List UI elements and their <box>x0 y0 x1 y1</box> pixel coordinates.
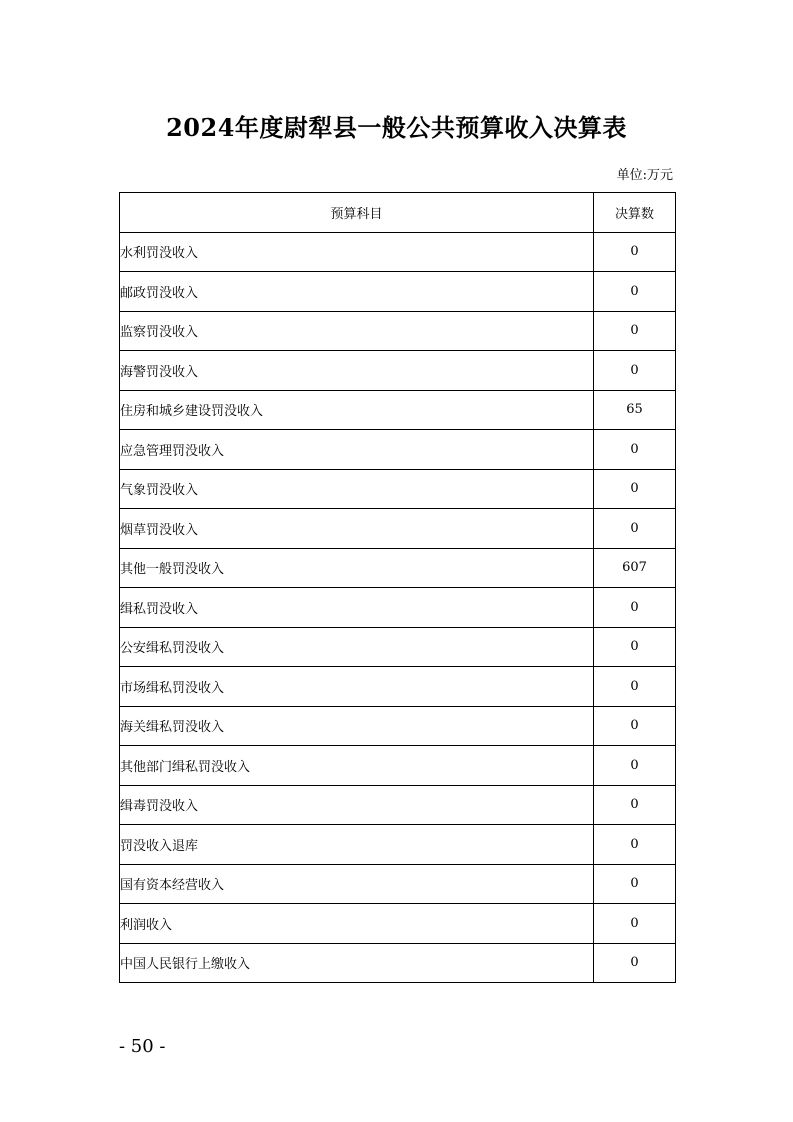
table-row <box>120 232 676 272</box>
table-row <box>120 667 676 707</box>
budget-item-value: 0 <box>594 469 676 509</box>
page-title: 2024年度尉犁县一般公共预算收入决算表 <box>166 113 627 142</box>
budget-item-name: 其他一般罚没收入 <box>120 548 594 588</box>
budget-item-name: 缉毒罚没收入 <box>120 785 594 825</box>
budget-item-name: 利润收入 <box>120 904 594 944</box>
header-final-amount: 决算数 <box>594 193 676 233</box>
budget-item-name: 监察罚没收入 <box>120 311 594 351</box>
budget-item-value: 0 <box>594 311 676 351</box>
budget-item-name: 海警罚没收入 <box>120 351 594 391</box>
table-row <box>120 311 676 351</box>
budget-item-name: 水利罚没收入 <box>120 232 594 272</box>
table-row <box>120 390 676 430</box>
table-row <box>120 746 676 786</box>
budget-item-name: 中国人民银行上缴收入 <box>120 943 594 983</box>
budget-item-name: 罚没收入退库 <box>120 825 594 865</box>
page-number: - 50 - <box>119 1036 166 1057</box>
header-budget-item: 预算科目 <box>120 193 594 233</box>
budget-item-value: 0 <box>594 430 676 470</box>
budget-item-name: 住房和城乡建设罚没收入 <box>120 390 594 430</box>
table-row <box>120 864 676 904</box>
budget-item-value: 0 <box>594 706 676 746</box>
table-row <box>120 785 676 825</box>
table-row <box>120 430 676 470</box>
budget-item-name: 其他部门缉私罚没收入 <box>120 746 594 786</box>
budget-item-value: 0 <box>594 904 676 944</box>
table-row <box>120 272 676 312</box>
budget-item-name: 邮政罚没收入 <box>120 272 594 312</box>
budget-item-name: 国有资本经营收入 <box>120 864 594 904</box>
budget-table <box>119 192 676 983</box>
table-row <box>120 509 676 549</box>
budget-item-name: 海关缉私罚没收入 <box>120 706 594 746</box>
unit-label: 单位:万元 <box>616 168 673 183</box>
table-row <box>120 943 676 983</box>
budget-item-value: 0 <box>594 272 676 312</box>
budget-item-value: 0 <box>594 746 676 786</box>
budget-item-name: 市场缉私罚没收入 <box>120 667 594 707</box>
table-row <box>120 351 676 391</box>
budget-item-name: 缉私罚没收入 <box>120 588 594 628</box>
table-body <box>120 232 676 983</box>
table-row <box>120 825 676 865</box>
budget-item-name: 应急管理罚没收入 <box>120 430 594 470</box>
budget-item-value: 0 <box>594 627 676 667</box>
table-row <box>120 706 676 746</box>
budget-item-value: 0 <box>594 785 676 825</box>
budget-item-name: 气象罚没收入 <box>120 469 594 509</box>
table-row <box>120 904 676 944</box>
table-row <box>120 588 676 628</box>
budget-item-name: 烟草罚没收入 <box>120 509 594 549</box>
budget-item-value: 0 <box>594 351 676 391</box>
budget-item-value: 0 <box>594 667 676 707</box>
budget-item-value: 65 <box>594 390 676 430</box>
budget-item-value: 0 <box>594 588 676 628</box>
budget-item-value: 0 <box>594 943 676 983</box>
budget-item-name: 公安缉私罚没收入 <box>120 627 594 667</box>
table-row <box>120 627 676 667</box>
table-row <box>120 469 676 509</box>
table-header-row <box>120 193 676 233</box>
budget-item-value: 0 <box>594 509 676 549</box>
budget-item-value: 0 <box>594 825 676 865</box>
budget-item-value: 0 <box>594 232 676 272</box>
budget-item-value: 607 <box>594 548 676 588</box>
budget-item-value: 0 <box>594 864 676 904</box>
table-row <box>120 548 676 588</box>
